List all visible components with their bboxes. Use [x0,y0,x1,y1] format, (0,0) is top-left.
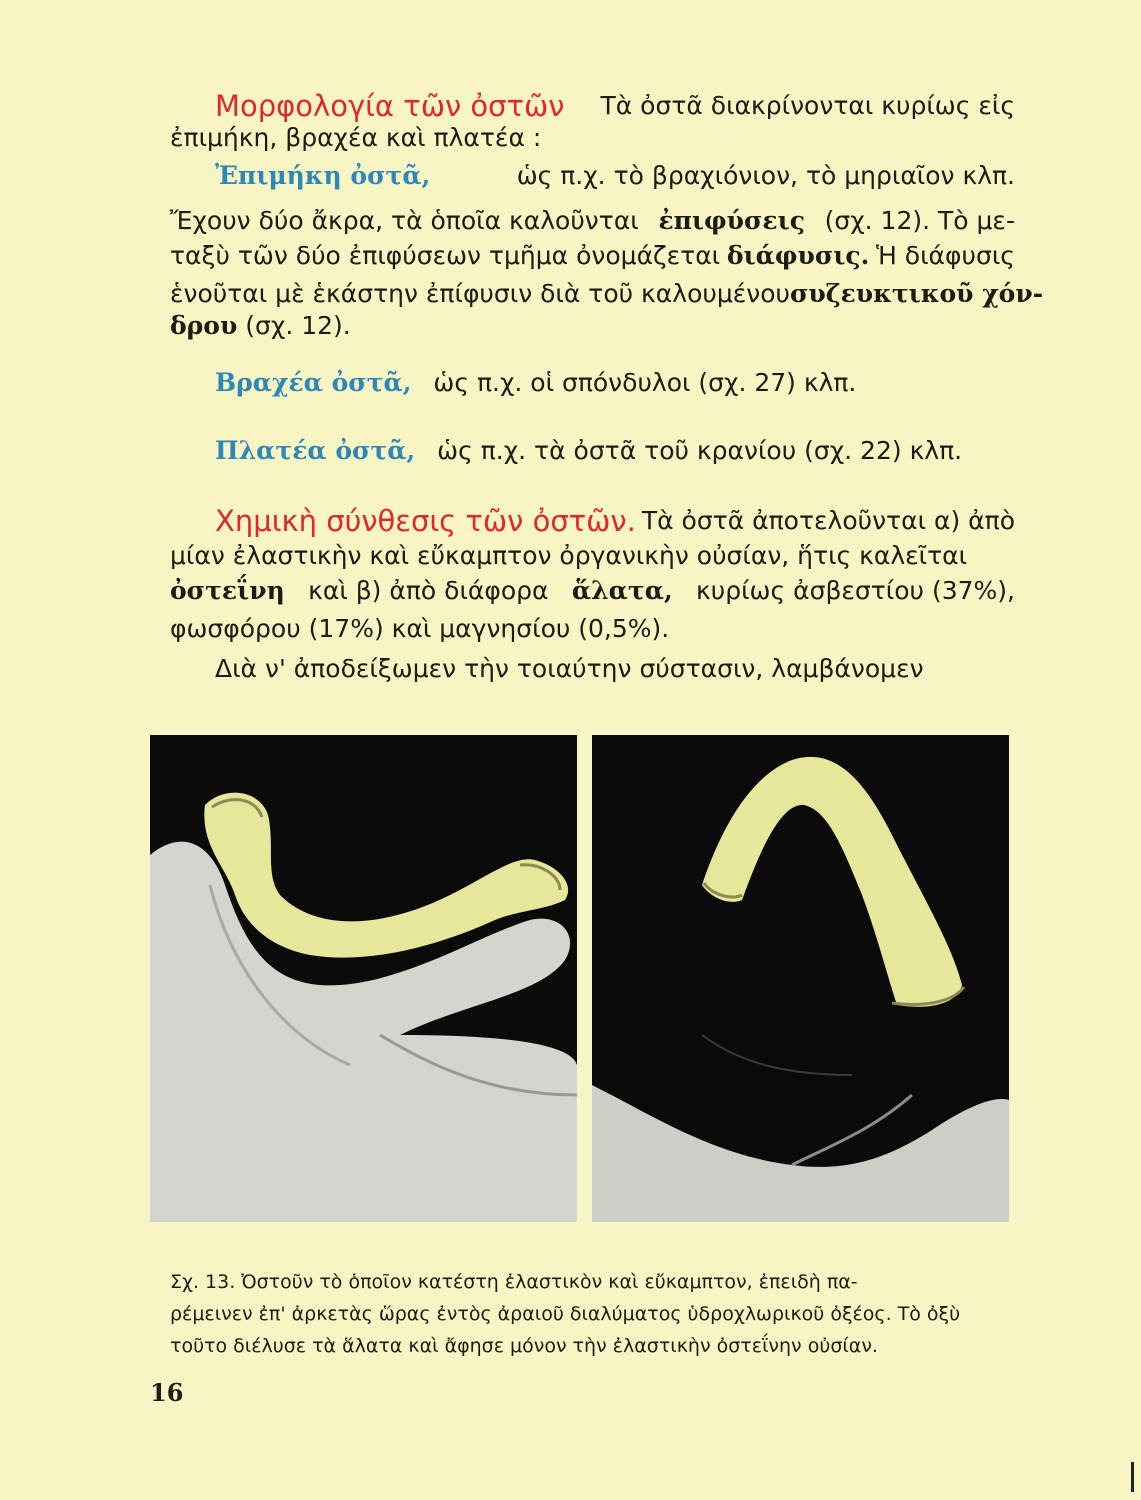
bent-bone-illustration [592,735,1009,1222]
long-bones-text-3c: Ἡ διάφυσις [875,241,1015,270]
short-bones-line [215,367,1015,399]
flat-bones-line [215,435,1015,467]
long-bones-text-1: ὡς π.χ. τὸ βραχιόνιον, τὸ μηριαῖον κλπ. [516,161,1015,190]
long-bones-line-5 [170,310,970,342]
photo-bone-in-hand [150,735,577,1222]
chemistry-text-1: Τὰ ὀστᾶ ἀποτελοῦνται α) ἀπὸ [641,506,1015,535]
term-salts: ἅλατα, [571,576,673,605]
chemistry-line-2: μίαν ἐλαστικὴν καὶ εὔκαμπτον ὀργανικὴν οὐσίαν, ἥτις καλεῖται [170,541,968,570]
bone-in-hand-illustration [150,735,577,1222]
morphology-heading: Μορφολογία τῶν ὀστῶν [215,89,565,123]
long-bones-line-1 [215,160,1015,192]
flat-bones-term: Πλατέα ὀστᾶ, [215,436,416,465]
long-bones-line-3 [170,240,1015,272]
term-epiphyseal-cartilage: συζευκτικοῦ χόν- [789,279,1044,308]
page-number: 16 [150,1378,184,1407]
term-cartilage-end: δρου [170,311,238,340]
figure-caption-line-2: ρέμεινεν ἐπ' ἀρκετὰς ὥρας ἐντὸς ἀραιοῦ διαλύματος ὑδροχλωρικοῦ ὀξέος. Τὸ ὀξὺ [170,1303,961,1325]
chemistry-text-3d: κυρίως ἀσβεστίου (37%), [696,576,1015,605]
term-ossein: ὀστεΐνη [170,576,285,605]
chemistry-line-3 [170,575,1015,607]
long-bones-term: Ἐπιμήκη ὀστᾶ, [215,161,431,190]
long-bones-text-2a: Ἔχουν δύο ἄκρα, τὰ ὁποῖα καλοῦνται [170,206,639,235]
scan-edge-mark [1131,1462,1134,1492]
long-bones-text-3a: ταξὺ τῶν δύο ἐπιφύσεων τμῆμα ὀνομάζεται [170,241,721,270]
long-bones-text-4a: ἑνοῦται μὲ ἑκάστην ἐπίφυσιν διὰ τοῦ καλουμένου [170,279,790,308]
morphology-line-1 [215,90,1015,122]
morphology-intro-2: ἐπιμήκη, βραχέα καὶ πλατέα : [170,123,542,152]
term-diaphysis: διάφυσις. [726,241,870,270]
chemistry-text-3b: καὶ β) ἀπὸ διάφορα [308,576,549,605]
term-epiphyses: ἐπιφύσεις [658,206,805,235]
long-bones-line-2 [170,205,1015,237]
photo-bent-bone [592,735,1009,1222]
chemistry-heading: Χημικὴ σύνθεσις τῶν ὀστῶν. [215,504,636,538]
chemistry-line-4: φωσφόρου (17%) καὶ μαγνησίου (0,5%). [170,614,670,643]
short-bones-term: Βραχέα ὀστᾶ, [215,368,412,397]
long-bones-line-4 [170,278,1044,310]
short-bones-text: ὡς π.χ. οἱ σπόνδυλοι (σχ. 27) κλπ. [433,368,857,397]
long-bones-text-2c: (σχ. 12). Τὸ με- [824,206,1015,235]
long-bones-text-5b: (σχ. 12). [245,311,351,340]
flat-bones-text: ὡς π.χ. τὰ ὀστᾶ τοῦ κρανίου (σχ. 22) κλπ. [437,436,963,465]
chemistry-line-1 [215,505,1015,537]
chemistry-line-5: Διὰ ν' ἀποδείξωμεν τὴν τοιαύτην σύστασιν, λαμβάνομεν [215,654,924,683]
figure-caption-line-3: τοῦτο διέλυσε τὰ ἅλατα καὶ ἄφησε μόνον τὴν ἐλαστικὴν ὀστεΐνην οὐσίαν. [170,1335,878,1357]
morphology-intro-1: Τὰ ὀστᾶ διακρίνονται κυρίως εἰς [600,91,1015,120]
figure-caption-line-1: Σχ. 13. Ὀστοῦν τὸ ὁποῖον κατέστη ἐλαστικὸν καὶ εὔκαμπτον, ἐπειδὴ πα- [170,1271,858,1293]
